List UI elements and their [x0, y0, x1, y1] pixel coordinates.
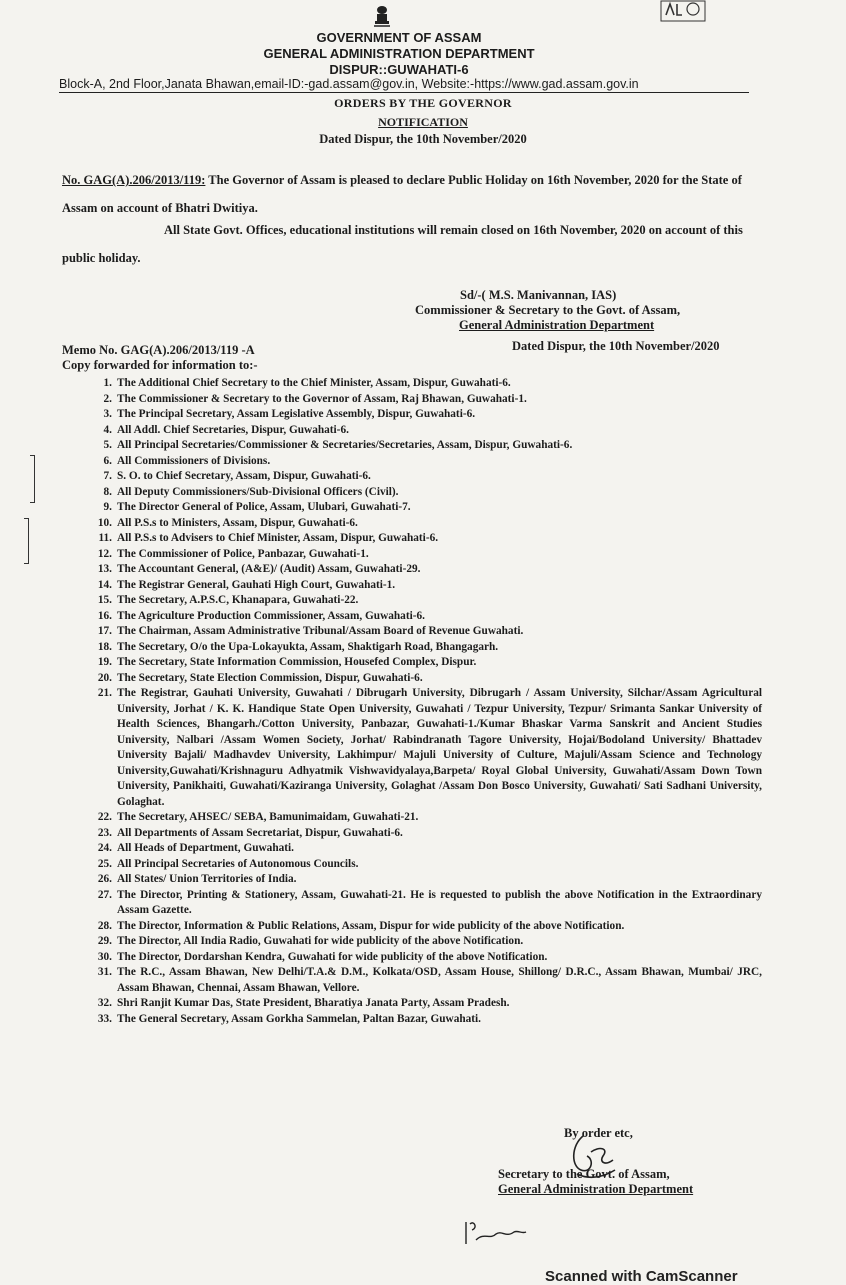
recipient-text: The General Secretary, Assam Gorkha Sammelan, Paltan Bazar, Guwahati.	[117, 1012, 482, 1025]
recipient-number: 1.	[103, 377, 112, 389]
recipient-text: The Additional Chief Secretary to the Chief Minister, Assam, Dispur, Guwahati-6.	[117, 377, 511, 389]
recipient-text: The Secretary, State Information Commission, Housefed Complex, Dispur.	[117, 656, 477, 668]
recipient-item	[62, 919, 762, 935]
recipient-item	[62, 392, 762, 408]
recipient-item	[62, 640, 762, 656]
recipient-text: All States/ Union Territories of India.	[117, 873, 297, 885]
notification-paragraph	[62, 166, 752, 222]
recipient-text: The Chairman, Assam Administrative Tribunal/Assam Board of Revenue Guwahati.	[117, 625, 524, 637]
recipient-number: 15.	[97, 594, 112, 606]
recipient-item	[62, 950, 762, 966]
recipient-item	[62, 376, 762, 392]
recipient-number: 26.	[97, 873, 112, 885]
memo-number: Memo No. GAG(A).206/2013/119 -A	[62, 343, 255, 357]
department-address: Block-A, 2nd Floor,Janata Bhawan,email-ID:-gad.assam@gov.in, Website:-https://www.gad.assam.gov.in	[59, 77, 749, 93]
recipient-number: 19.	[97, 656, 112, 668]
recipient-number: 28.	[97, 919, 112, 932]
recipient-item	[62, 547, 762, 563]
recipient-text: The Director, Information & Public Relations, Assam, Dispur for wide publicity of the above Notification.	[117, 919, 625, 932]
recipient-text: The Secretary, State Election Commission, Dispur, Guwahati-6.	[117, 671, 423, 684]
recipient-number: 5.	[103, 439, 112, 451]
recipient-item	[62, 888, 762, 919]
recipient-text: All P.S.s to Ministers, Assam, Dispur, Guwahati-6.	[117, 516, 358, 529]
by-order-line: By order etc,	[564, 1126, 633, 1140]
recipient-text: All Principal Secretaries of Autonomous Councils.	[117, 857, 359, 870]
recipient-item	[62, 965, 762, 996]
secretary-department: General Administration Department	[498, 1182, 694, 1196]
signatory-designation: Commissioner & Secretary to the Govt. of Assam,	[415, 303, 681, 317]
recipient-item	[62, 624, 762, 640]
recipient-text: The Accountant General, (A&E)/ (Audit) Assam, Guwahati-29.	[117, 563, 421, 575]
anniversary-logo-icon	[660, 0, 706, 22]
recipient-number: 30.	[97, 950, 112, 963]
notification-label: NOTIFICATION	[378, 115, 468, 129]
recipient-number: 23.	[97, 826, 112, 839]
recipient-text: The Director, Dordarshan Kendra, Guwahati for wide publicity of the above Notification.	[117, 950, 548, 963]
recipient-item	[62, 1012, 762, 1028]
recipient-item	[62, 485, 762, 501]
recipient-number: 25.	[97, 857, 112, 870]
recipient-item	[62, 934, 762, 950]
recipient-item	[62, 407, 762, 423]
recipient-item	[62, 500, 762, 516]
recipient-number: 22.	[97, 811, 112, 823]
recipient-number: 18.	[97, 640, 112, 653]
notification-date: Dated Dispur, the 10th November/2020	[319, 132, 527, 146]
recipient-number: 10.	[97, 516, 112, 529]
recipient-number: 13.	[97, 563, 112, 575]
recipient-item	[62, 593, 762, 609]
recipient-text: Shri Ranjit Kumar Das, State President, Bharatiya Janata Party, Assam Pradesh.	[117, 997, 510, 1009]
orders-heading: ORDERS BY THE GOVERNOR	[334, 96, 512, 110]
recipient-item	[62, 454, 762, 470]
recipient-item	[62, 609, 762, 625]
recipient-number: 6.	[103, 454, 112, 467]
recipient-item	[62, 516, 762, 532]
recipient-text: The Secretary, AHSEC/ SEBA, Bamunimaidam, Guwahati-21.	[117, 811, 419, 823]
recipient-number: 33.	[97, 1012, 112, 1025]
recipient-number: 20.	[97, 671, 112, 684]
recipient-number: 12.	[97, 547, 112, 560]
margin-bracket-mark	[24, 518, 29, 564]
handwritten-initials-icon	[462, 1218, 532, 1248]
signatory-name: Sd/-( M.S. Manivannan, IAS)	[460, 288, 617, 302]
recipient-number: 16.	[97, 609, 112, 622]
recipient-item	[62, 562, 762, 578]
recipient-number: 29.	[97, 935, 112, 947]
recipient-text: S. O. to Chief Secretary, Assam, Dispur, Guwahati-6.	[117, 470, 371, 482]
recipient-number: 17.	[97, 625, 112, 637]
recipient-text: All Heads of Department, Guwahati.	[117, 842, 294, 854]
recipient-number: 8.	[103, 485, 112, 498]
recipient-number: 21.	[97, 687, 112, 699]
recipient-item	[62, 438, 762, 454]
recipient-text: The Director, All India Radio, Guwahati for wide publicity of the above Notification.	[117, 935, 524, 947]
recipient-text: The R.C., Assam Bhawan, New Delhi/T.A.& D.M., Kolkata/OSD, Assam House, Shillong/ D.R.C., Assam Bhawan, Mumbai/ JRC, Assam Bhawan, Chennai, Assam Bhawan, Vellore.	[117, 966, 762, 994]
recipient-text: All Principal Secretaries/Commissioner & Secretaries/Secretaries, Assam, Dispur, Guwahati-6.	[117, 439, 573, 451]
recipient-item	[62, 531, 762, 547]
signature-block-commissioner	[415, 288, 745, 333]
holiday-declaration: The Governor of Assam is pleased to declare Public Holiday on 16th November, 2020 for the State of Assam on account of Bhatri Dwitiya.	[62, 173, 742, 215]
memo-date: Dated Dispur, the 10th November/2020	[512, 339, 720, 353]
recipient-text: All P.S.s to Advisers to Chief Minister, Assam, Dispur, Guwahati-6.	[117, 532, 439, 544]
recipient-item	[62, 578, 762, 594]
recipient-text: The Agriculture Production Commissioner, Assam, Guwahati-6.	[117, 609, 425, 622]
secretary-designation: Secretary to the Govt. of Assam,	[498, 1167, 670, 1181]
recipient-text: The Director, Printing & Stationery, Assam, Guwahati-21. He is requested to publish the above Notification in the Extraordinary Assam Gazette.	[117, 888, 762, 916]
handwritten-signature-icon	[565, 1130, 625, 1185]
recipient-number: 32.	[97, 997, 112, 1009]
recipient-number: 4.	[103, 423, 112, 436]
recipient-item	[62, 810, 762, 826]
recipient-item	[62, 841, 762, 857]
recipient-text: All Deputy Commissioners/Sub-Divisional Officers (Civil).	[117, 485, 399, 498]
notification-heading	[0, 115, 846, 130]
department-title: GENERAL ADMINISTRATION DEPARTMENT	[263, 46, 535, 61]
state-emblem-icon	[371, 4, 393, 32]
recipient-text: All Departments of Assam Secretariat, Dispur, Guwahati-6.	[117, 826, 403, 839]
recipient-item	[62, 996, 762, 1012]
recipient-text: The Director General of Police, Assam, Ulubari, Guwahati-7.	[117, 501, 411, 513]
recipient-number: 9.	[103, 501, 112, 513]
recipient-number: 11.	[98, 532, 112, 544]
reference-number: No. GAG(A).206/2013/119:	[62, 173, 206, 187]
recipient-text: All Commissioners of Divisions.	[117, 454, 271, 467]
recipient-item	[62, 423, 762, 439]
scanner-watermark: Scanned with CamScanner	[545, 1268, 738, 1285]
recipient-list	[62, 376, 762, 1027]
recipient-text: The Registrar, Gauhati University, Guwahati / Dibrugarh University, Dibrugarh / Assam University, Silchar/Assam Agricultural University, Jorhat / K. K. Handique State Open University, Guwahati / Tezpur University, Tezpur/ Srimanta Sankar University of Health Sciences, Bhangarh./Cotton University, Panbazar, Guwahati-1./Kumar Bhaskar Varma Sanskrit and Ancient Studies University, Nalbari /Assam Women Society, Jorhat/ Rabindranath Tagore University, Hojai/Bodoland University/ Bhattadev University Bajali/ Madhavdev University, Lakhimpur/ Majuli University of Culture, Majuli/Assam Science and Technology University,Guwahati/Krishnaguru Adhyatmik Vishwavidyalaya,Barpeta/ Royal Global University, Guwahati/Assam Down Town University, Panikhaiti, Guwahati/Kaziranga University, Golaghat /Assam Don Bosco University, Guwahati/ Sati Sadhani University, Golaghat.	[117, 687, 762, 808]
recipient-number: 14.	[97, 578, 112, 591]
recipient-text: The Registrar General, Gauhati High Court, Guwahati-1.	[117, 578, 396, 591]
recipient-item	[62, 826, 762, 842]
recipient-number: 31.	[97, 966, 112, 978]
recipient-item	[62, 671, 762, 687]
recipient-text: All Addl. Chief Secretaries, Dispur, Guwahati-6.	[117, 423, 349, 436]
recipient-item	[62, 469, 762, 485]
recipient-item	[62, 686, 762, 810]
govt-title: GOVERNMENT OF ASSAM	[316, 30, 482, 45]
signature-block-secretary	[498, 1126, 758, 1197]
margin-bracket-mark	[30, 455, 35, 503]
recipient-number: 2.	[103, 392, 112, 405]
recipient-number: 27.	[97, 888, 112, 901]
recipient-number: 3.	[103, 408, 112, 420]
recipient-text: The Principal Secretary, Assam Legislative Assembly, Dispur, Guwahati-6.	[117, 408, 476, 420]
recipient-number: 7.	[103, 470, 112, 482]
recipient-text: The Commissioner of Police, Panbazar, Guwahati-1.	[117, 547, 369, 560]
closure-paragraph: All State Govt. Offices, educational institutions will remain closed on 16th November, 2020 on account of this public holiday.	[62, 223, 743, 265]
recipient-text: The Secretary, O/o the Upa-Lokayukta, Assam, Shaktigarh Road, Bhangagarh.	[117, 640, 499, 653]
recipient-number: 24.	[97, 842, 112, 854]
recipient-item	[62, 872, 762, 888]
signatory-department: General Administration Department	[459, 318, 655, 332]
recipient-item	[62, 857, 762, 873]
copy-forwarded-line: Copy forwarded for information to:-	[62, 358, 258, 372]
recipient-item	[62, 655, 762, 671]
recipient-text: The Commissioner & Secretary to the Governor of Assam, Raj Bhawan, Guwahati-1.	[117, 392, 527, 405]
department-location: DISPUR::GUWAHATI-6	[329, 62, 469, 77]
recipient-text: The Secretary, A.P.S.C, Khanapara, Guwahati-22.	[117, 594, 359, 606]
